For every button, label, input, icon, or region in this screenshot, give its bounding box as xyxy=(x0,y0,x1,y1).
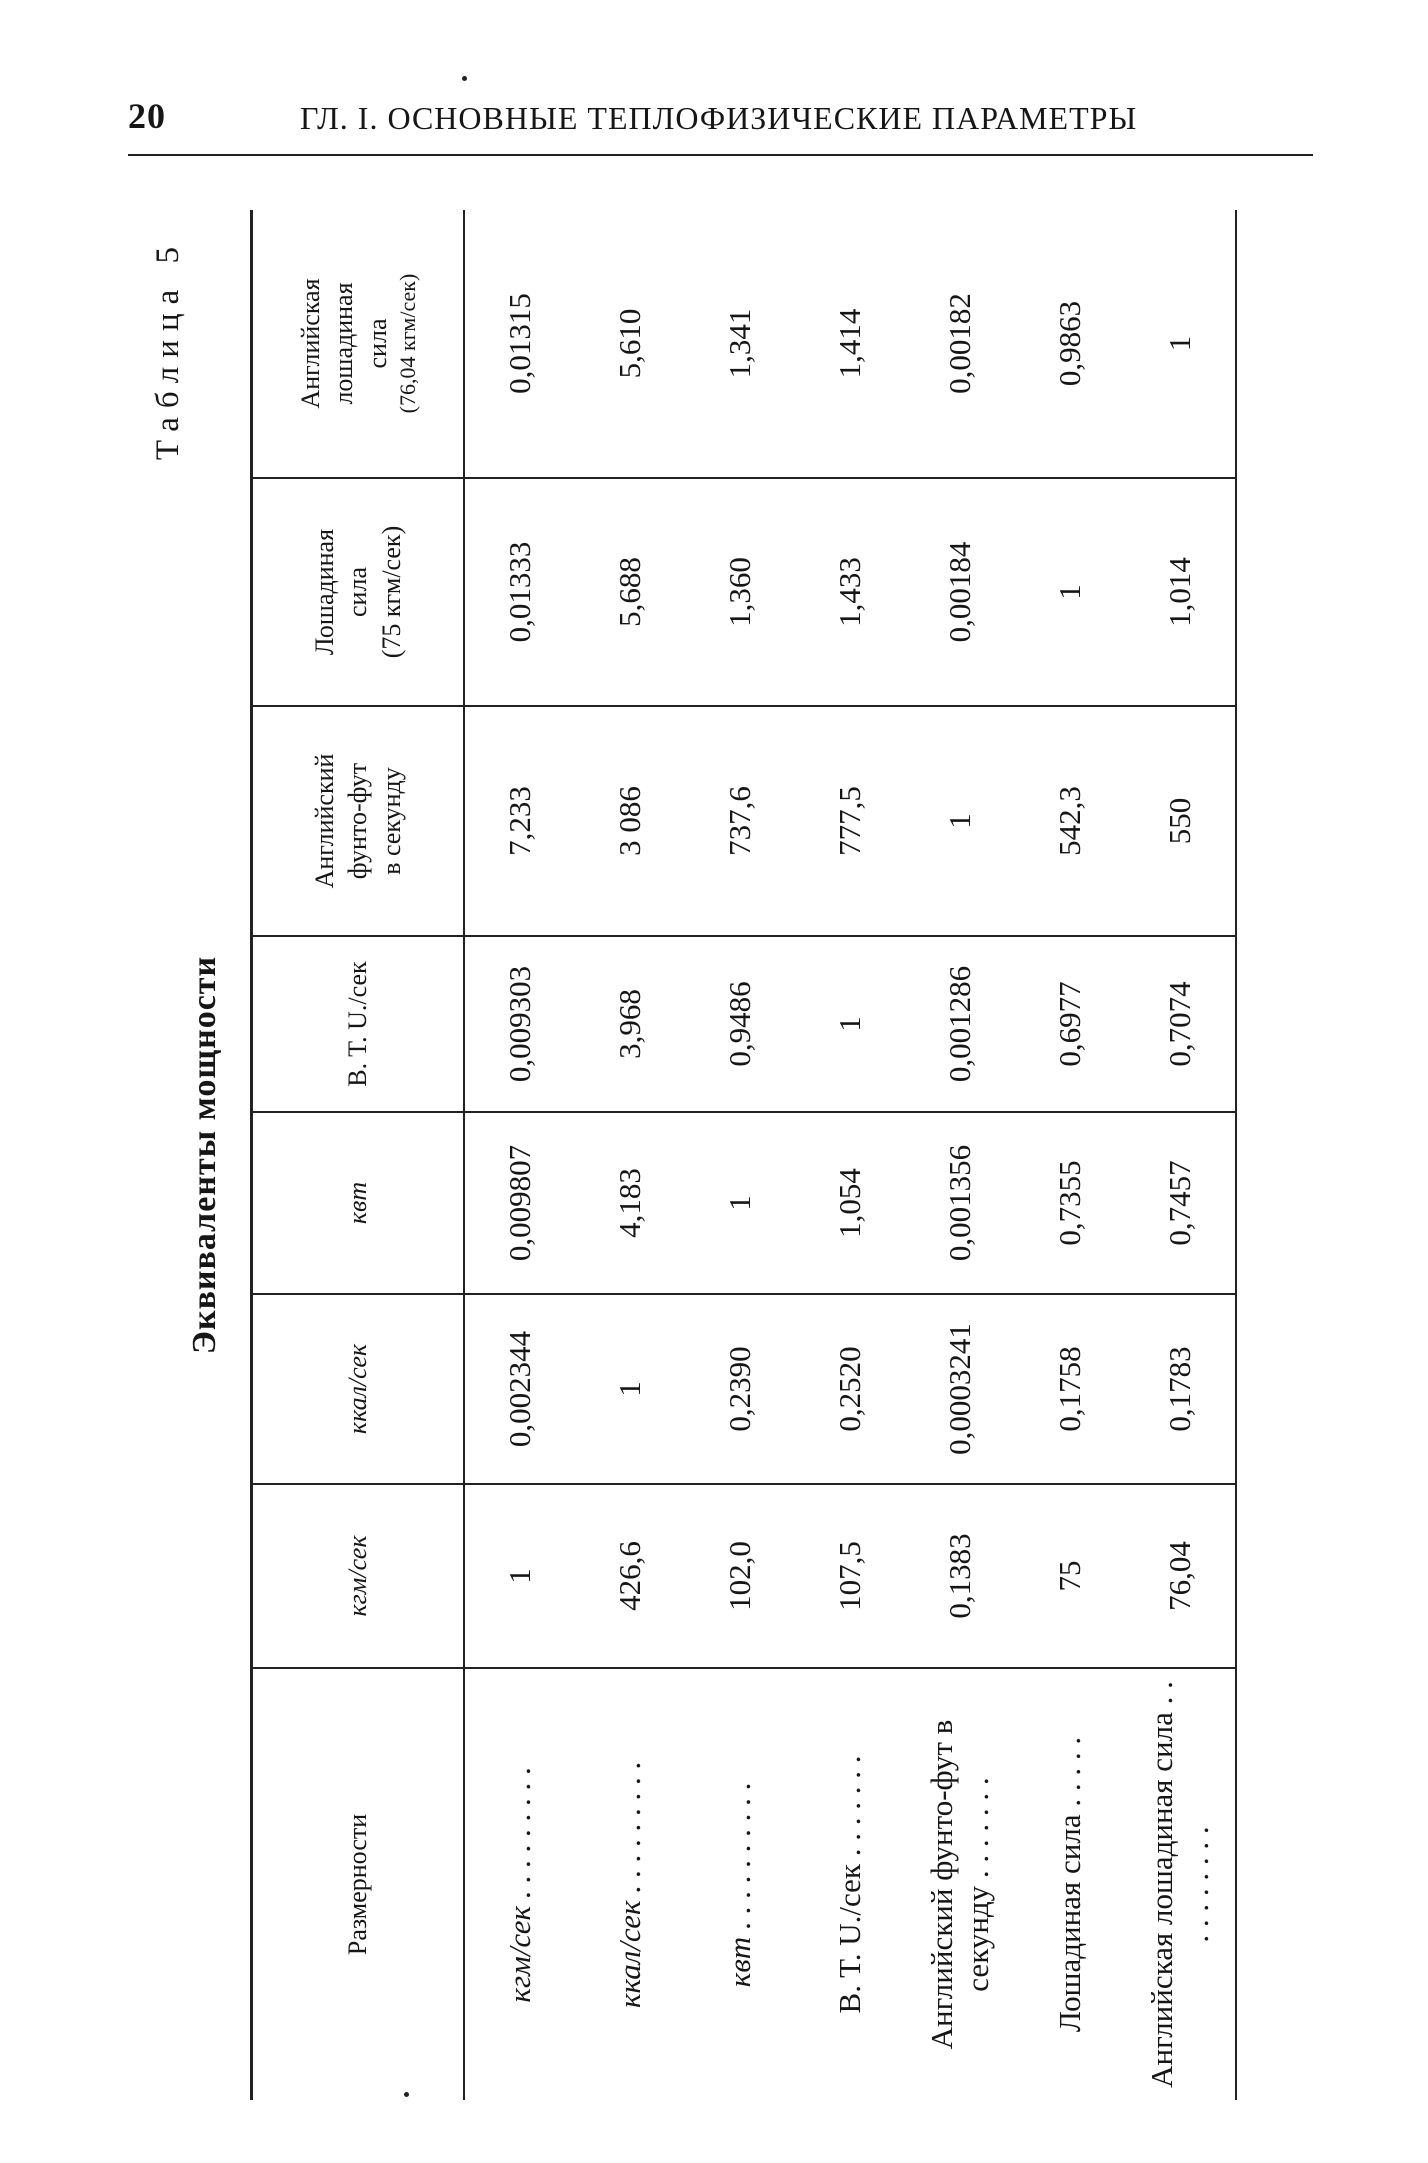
table-cell: 550 xyxy=(1125,706,1236,936)
table-cell: 1,433 xyxy=(795,478,905,706)
power-equivalents-table xyxy=(250,210,1237,2100)
column-header-6 xyxy=(252,478,465,706)
column-header-7 xyxy=(252,210,465,478)
table-cell: 1,054 xyxy=(795,1112,905,1294)
table-cell: 0,001356 xyxy=(905,1112,1015,1294)
header-rule xyxy=(128,154,1313,156)
table-cell: 0,1783 xyxy=(1125,1294,1236,1484)
column-header-line: фунто-фут xyxy=(343,762,373,880)
row-label: Английская лошадиная сила . . . . . . . . . . xyxy=(1125,1668,1236,2100)
table-cell: 0,01333 xyxy=(464,478,575,706)
table-cell: 0,0003241 xyxy=(905,1294,1015,1484)
table-cell: 737,6 xyxy=(685,706,795,936)
table-cell: 0,001286 xyxy=(905,936,1015,1112)
column-header-3 xyxy=(252,1112,465,1294)
table-cell: 0,7074 xyxy=(1125,936,1236,1112)
table-cell: 0,9863 xyxy=(1015,210,1125,478)
column-header-line: (76,04 кгм/сек) xyxy=(394,273,420,414)
page-number: 20 xyxy=(128,96,166,136)
table-cell: 1 xyxy=(575,1294,685,1484)
column-header-line: Лошадиная xyxy=(310,528,340,656)
table-cell: 5,610 xyxy=(575,210,685,478)
column-header-line: Размерности xyxy=(343,1813,373,1956)
table-cell: 0,7457 xyxy=(1125,1112,1236,1294)
row-label: Английский фунто-фут в секунду . . . . . . . xyxy=(924,1719,995,2050)
table-row xyxy=(464,210,575,2100)
rotated-table-block xyxy=(150,210,1312,2100)
table-cell: 426,6 xyxy=(575,1484,685,1668)
table-cell: 1 xyxy=(905,706,1015,936)
column-header-line: Английская xyxy=(296,278,326,409)
table-cell: 1,341 xyxy=(685,210,795,478)
column-header-line: Английский xyxy=(310,753,340,889)
table-cell: 542,3 xyxy=(1015,706,1125,936)
table-cell: 777,5 xyxy=(795,706,905,936)
column-header-0 xyxy=(252,1668,465,2100)
table-cell: 1 xyxy=(685,1112,795,1294)
table-cell: 0,1383 xyxy=(905,1484,1015,1668)
table-body xyxy=(464,210,1236,2100)
table-cell: 1 xyxy=(795,936,905,1112)
table-row xyxy=(1015,210,1125,2100)
table-cell: 1,360 xyxy=(685,478,795,706)
table-cell: 0,1758 xyxy=(1015,1294,1125,1484)
column-header-line: (75 кгм/сек) xyxy=(376,525,406,659)
table-cell: 0,7355 xyxy=(1015,1112,1125,1294)
table-row xyxy=(1125,210,1236,2100)
table-cell: 0,002344 xyxy=(464,1294,575,1484)
chapter-title: ГЛ. I. ОСНОВНЫЕ ТЕПЛОФИЗИЧЕСКИЕ ПАРАМЕТРЫ xyxy=(300,100,1138,136)
table-cell: 3,968 xyxy=(575,936,685,1112)
table-row xyxy=(685,210,795,2100)
table-cell: 7,233 xyxy=(464,706,575,936)
column-header-5 xyxy=(252,706,465,936)
stray-dot-top xyxy=(462,76,467,81)
table-header-row xyxy=(252,210,465,2100)
column-header-line: лошадиная xyxy=(329,282,359,405)
column-header-1 xyxy=(252,1484,465,1668)
table-cell: 0,2520 xyxy=(795,1294,905,1484)
table-cell: 102,0 xyxy=(685,1484,795,1668)
column-header-line: сила xyxy=(362,318,392,369)
column-header-line: B. T. U./сек xyxy=(343,961,373,1087)
table-cell: 1,014 xyxy=(1125,478,1236,706)
table-cell: 1 xyxy=(1125,210,1236,478)
table-row xyxy=(795,210,905,2100)
column-header-line: кгм/сек xyxy=(343,1535,373,1617)
table-cell: 3 086 xyxy=(575,706,685,936)
table-cell: 0,01315 xyxy=(464,210,575,478)
column-header-line: квт xyxy=(343,1181,373,1225)
row-label: Лошадиная сила . . . . . xyxy=(1052,1736,1088,2033)
table-caption: Эквиваленты мощности xyxy=(186,955,223,1355)
row-label: ккал/сек . . . . . . . . . xyxy=(612,1761,648,2008)
table-cell: 0,009807 xyxy=(464,1112,575,1294)
table-cell: 0,2390 xyxy=(685,1294,795,1484)
column-header-4 xyxy=(252,936,465,1112)
table-label: Таблица 5 xyxy=(150,238,186,461)
table-cell: 75 xyxy=(1015,1484,1125,1668)
table-cell: 1 xyxy=(1015,478,1125,706)
table-cell: 0,00182 xyxy=(905,210,1015,478)
table-cell: 107,5 xyxy=(795,1484,905,1668)
table-cell: 76,04 xyxy=(1125,1484,1236,1668)
row-label: B. T. U./сек . . . . . . . xyxy=(832,1755,868,2014)
table-row xyxy=(575,210,685,2100)
table-cell: 1 xyxy=(464,1484,575,1668)
table-cell: 1,414 xyxy=(795,210,905,478)
column-header-2 xyxy=(252,1294,465,1484)
table-cell: 0,9486 xyxy=(685,936,795,1112)
table-cell: 5,688 xyxy=(575,478,685,706)
table-row xyxy=(905,210,1015,2100)
column-header-line: сила xyxy=(343,567,373,617)
row-label: квт . . . . . . . . . . xyxy=(722,1781,758,1988)
row-label: кгм/сек . . . . . . . . . xyxy=(502,1766,538,2003)
table-cell: 0,009303 xyxy=(464,936,575,1112)
table-cell: 0,6977 xyxy=(1015,936,1125,1112)
column-header-line: в секунду xyxy=(376,767,406,875)
table-cell: 0,00184 xyxy=(905,478,1015,706)
table-cell: 4,183 xyxy=(575,1112,685,1294)
column-header-line: ккал/сек xyxy=(343,1343,373,1435)
